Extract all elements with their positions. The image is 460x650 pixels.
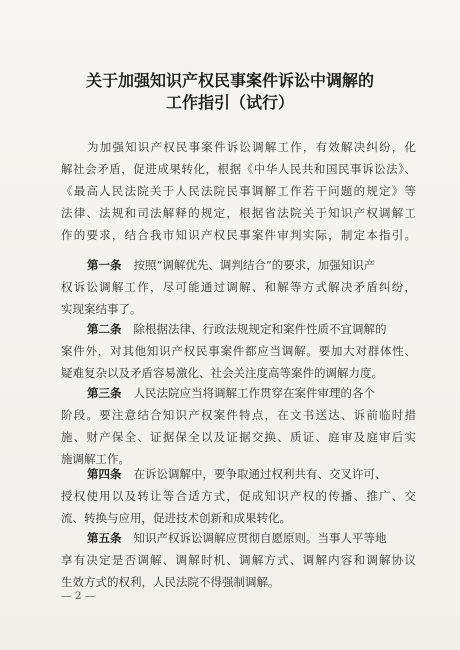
article-first-line: [61, 463, 416, 485]
article-text: 知识产权诉讼调解应贯彻自愿原则。当事人平等地: [133, 531, 387, 545]
preamble-line: 《最高人民法院关于人民法院民事调解工作若干问题的规定》等: [61, 184, 416, 198]
article-text: 除根据法律、行政法规规定和案件性质不宜调解的: [133, 322, 387, 336]
document-title-line-2: 工作指引（试行）: [165, 93, 294, 112]
article-label: 第五条: [87, 531, 122, 545]
article-1: [61, 254, 416, 320]
article-label: 第三条: [87, 386, 122, 400]
page-number: — 2 —: [61, 590, 96, 602]
article-line: 流、转换与应用，促进技术创新和成果转化。: [61, 511, 291, 525]
article-line: 疑难复杂以及矛盾容易激化、社会关注度高等案件的调解力度。: [61, 366, 383, 380]
article-text: 按照“调解优先、调判结合”的要求，加强知识产: [133, 258, 376, 272]
article-first-line: [61, 382, 416, 404]
article-text: 在诉讼调解中，要争取通过权利共有、交叉许可、: [133, 467, 387, 481]
article-line: 实现案结事了。: [61, 302, 142, 316]
article-line: 授权使用以及转让等合适方式，促成知识产权的传播、推广、交: [61, 489, 416, 503]
article-4: [61, 463, 416, 529]
article-2: [61, 318, 416, 384]
article-line: 施、财产保全、证据保全以及证据交换、质证、庭审及庭审后实: [61, 430, 416, 444]
article-first-line: [61, 527, 416, 549]
article-line: 施调解工作。: [61, 452, 130, 466]
article-line: 生效方式的权利，人民法院不得强制调解。: [61, 575, 280, 589]
preamble-line: 法律、法规和司法解释的规定，根据省法院关于知识产权调解工: [61, 206, 416, 220]
document-title-line-1: 关于加强知识产权民事案件诉讼中调解的: [85, 71, 374, 90]
preamble-paragraph: [61, 136, 416, 246]
article-label: 第四条: [87, 467, 122, 481]
article-first-line: [61, 318, 416, 340]
article-label: 第二条: [87, 322, 122, 336]
article-line: 享有决定是否调解、调解时机、调解方式、调解内容和调解协议: [61, 553, 416, 567]
article-label: 第一条: [87, 258, 122, 272]
article-5: [61, 527, 416, 593]
article-first-line: [61, 254, 416, 276]
article-line: 权诉讼调解工作，尽可能通过调解、和解等方式解决矛盾纠纷，: [61, 280, 416, 294]
preamble-line: 作的要求，结合我市知识产权民事案件审判实际，制定本指引。: [61, 228, 416, 242]
preamble-line: 解社会矛盾，促进成果转化，根据《中华人民共和国民事诉讼法》、: [61, 162, 416, 176]
article-3: [61, 382, 416, 470]
preamble-line: 为加强知识产权民事案件诉讼调解工作，有效解决纠纷，化: [87, 140, 416, 154]
article-line: 阶段。要注意结合知识产权案件特点，在文书送达、诉前临时措: [61, 408, 416, 422]
article-text: 人民法院应当将调解工作贯穿在案件审理的各个: [133, 386, 375, 400]
article-line: 案件外，对其他知识产权民事案件都应当调解。要加大对群体性、: [61, 344, 416, 358]
